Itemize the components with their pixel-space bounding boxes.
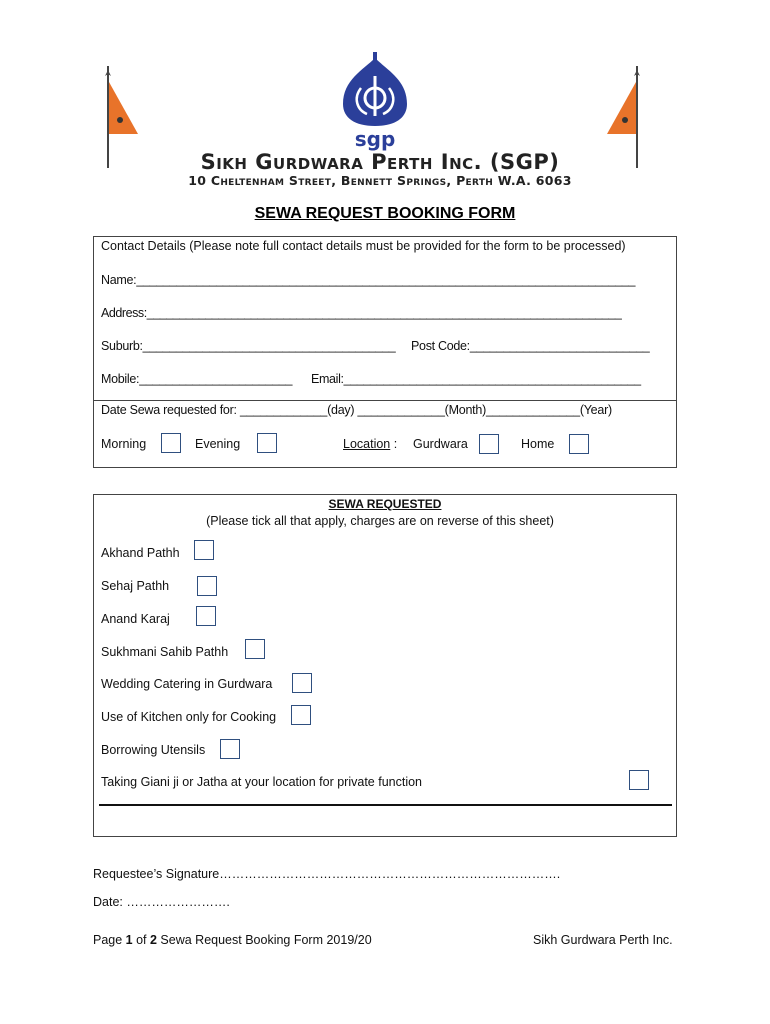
sewa-item-akhand-pathh: Akhand Pathh [101, 546, 180, 560]
email-field[interactable]: Email:_____________________________________________ [311, 372, 641, 386]
morning-checkbox[interactable] [161, 433, 181, 453]
logo-text: sgp [354, 127, 396, 151]
footer-form-name: Sewa Request Booking Form 2019/20 [156, 933, 372, 947]
of-word: of [132, 933, 150, 947]
mobile-field[interactable]: Mobile:_______________________ [101, 372, 293, 386]
sewa-subheading: (Please tick all that apply, charges are on reverse of this sheet) [206, 514, 554, 528]
anand-karaj-checkbox[interactable] [196, 606, 216, 626]
kitchen-only-checkbox[interactable] [291, 705, 311, 725]
nishan-sahib-flag-right-icon [605, 62, 645, 172]
sewa-heading-text: SEWA REQUESTED [328, 497, 442, 511]
sgp-khanda-logo-icon [335, 52, 415, 152]
evening-label: Evening [195, 437, 241, 451]
borrowing-utensils-checkbox[interactable] [220, 739, 240, 759]
signature-field[interactable]: Requestee’s Signature………………………………………………………………………. [93, 867, 561, 881]
signature-date-field[interactable]: Date: ……………………. [93, 895, 230, 909]
sewa-item-sukhmani-sahib-pathh: Sukhmani Sahib Pathh [101, 645, 229, 659]
page-footer [93, 933, 372, 947]
giani-jatha-checkbox[interactable] [629, 770, 649, 790]
gurdwara-label: Gurdwara [413, 437, 468, 451]
sewa-item-giani-jatha: Taking Giani ji or Jatha at your location for private function [101, 775, 423, 789]
gurdwara-checkbox[interactable] [479, 434, 499, 454]
sehaj-pathh-checkbox[interactable] [197, 576, 217, 596]
evening-checkbox[interactable] [257, 433, 277, 453]
home-label: Home [521, 437, 555, 451]
address-field[interactable]: Address:_________________________________________________________________________ [101, 306, 622, 320]
sewa-item-borrowing-utensils: Borrowing Utensils [101, 743, 206, 757]
location-label [343, 437, 397, 451]
name-field[interactable]: Name:___________________________________________________________________________ [101, 273, 636, 287]
footer-organisation: Sikh Gurdwara Perth Inc. [533, 933, 673, 947]
suburb-field[interactable]: Suburb:______________________________________ [101, 339, 396, 353]
home-checkbox[interactable] [569, 434, 589, 454]
location-label-text: Location [343, 437, 391, 451]
sewa-divider [99, 804, 672, 806]
date-requested-field[interactable]: Date Sewa requested for: _____________(day) _____________(Month)______________(Year) [101, 403, 612, 417]
sewa-item-wedding-catering: Wedding Catering in Gurdwara [101, 677, 273, 691]
contact-note: Contact Details (Please note full contact details must be provided for the form to be processed) [101, 239, 626, 253]
sewa-item-kitchen-only: Use of Kitchen only for Cooking [101, 710, 277, 724]
form-title: SEWA REQUEST BOOKING FORM [254, 205, 516, 222]
page-number: 1 [125, 933, 133, 947]
sukhmani-sahib-pathh-checkbox[interactable] [245, 639, 265, 659]
contact-divider [93, 400, 677, 401]
akhand-pathh-checkbox[interactable] [194, 540, 214, 560]
organisation-address: 10 Cheltenham Street, Bennett Springs, Perth W.A. 6063 [188, 173, 572, 188]
morning-label: Morning [101, 437, 147, 451]
sewa-item-sehaj-pathh: Sehaj Pathh [101, 579, 170, 593]
organisation-name: Sikh Gurdwara Perth Inc. (SGP) [200, 150, 560, 174]
page-word: Page [93, 933, 126, 947]
post-code-field[interactable]: Post Code:___________________________ [411, 339, 650, 353]
nishan-sahib-flag-left-icon [100, 62, 140, 172]
wedding-catering-checkbox[interactable] [292, 673, 312, 693]
location-colon: : [390, 437, 398, 451]
sewa-heading [93, 497, 677, 511]
page-total: 2 [150, 933, 157, 947]
sewa-item-anand-karaj: Anand Karaj [101, 612, 170, 626]
